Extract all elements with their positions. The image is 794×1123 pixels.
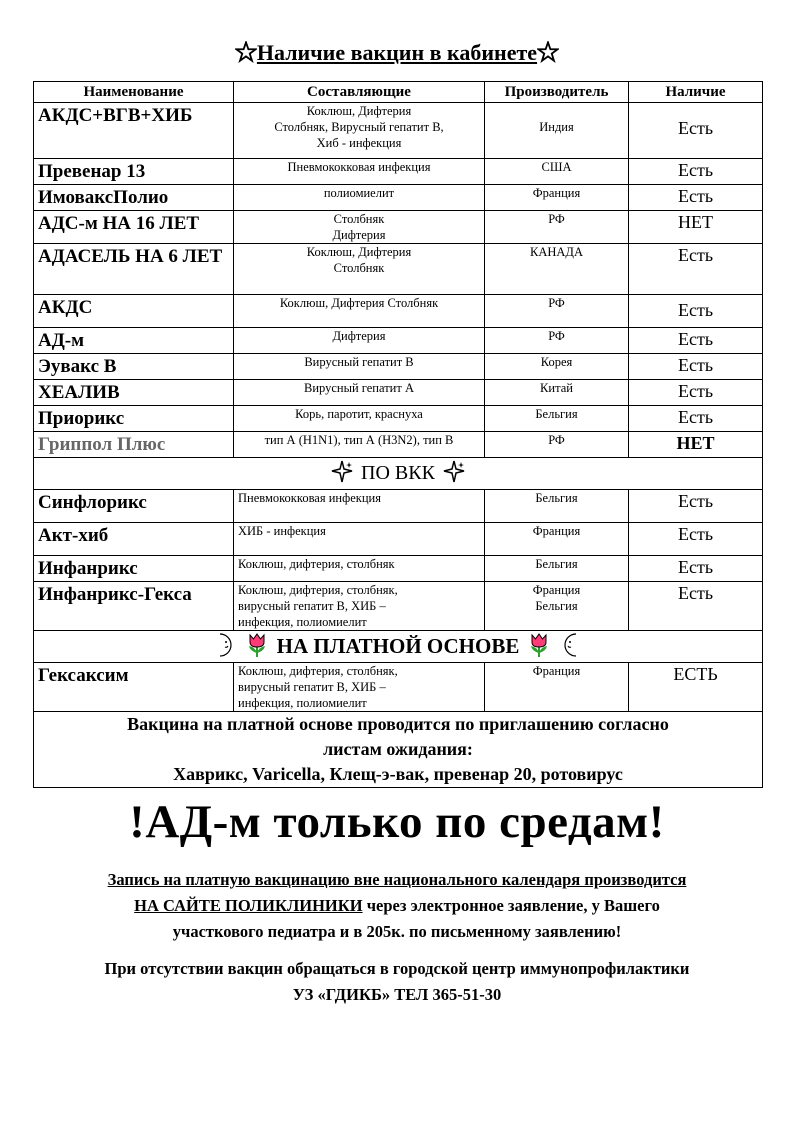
vaccine-name: Гриппол Плюс	[34, 432, 234, 458]
appointment-line: Запись на платную вакцинацию вне национального календаря производится	[107, 870, 687, 889]
vaccine-producer: Китай	[485, 380, 629, 406]
vaccine-producer: Индия	[485, 103, 629, 159]
table-row	[34, 556, 763, 582]
vaccine-availability: Есть	[629, 244, 763, 295]
vaccine-components: Коклюш, Дифтерия Столбняк, Вирусный гепатит В, Хиб - инфекция	[234, 103, 485, 159]
paid-note-line: Вакцина на платной основе проводится по приглашению согласно	[127, 714, 669, 734]
vaccine-producer: КАНАДА	[485, 244, 629, 295]
table-row	[34, 328, 763, 354]
absence-info	[30, 956, 764, 1008]
vaccine-producer: Корея	[485, 354, 629, 380]
vaccine-components: Вирусный гепатит А	[234, 380, 485, 406]
vaccine-availability: Есть	[629, 582, 763, 631]
vaccine-components: Вирусный гепатит В	[234, 354, 485, 380]
vaccine-name: Гексаксим	[34, 663, 234, 712]
vaccine-producer: РФ	[485, 295, 629, 328]
vaccine-availability: Есть	[629, 159, 763, 185]
table-row	[34, 663, 763, 712]
vaccine-name: ХЕАЛИВ	[34, 380, 234, 406]
vaccine-availability: Есть	[629, 556, 763, 582]
vaccine-name: Эувакс В	[34, 354, 234, 380]
vaccine-components: Коклюш, дифтерия, столбняк, вирусный гепатит В, ХИБ – инфекция, полиомиелит	[234, 663, 485, 712]
vaccine-components: ХИБ - инфекция	[234, 523, 485, 556]
vaccine-producer: РФ	[485, 328, 629, 354]
table-row	[34, 406, 763, 432]
vaccine-availability: Есть	[629, 328, 763, 354]
vaccine-producer: Франция Бельгия	[485, 582, 629, 631]
vaccine-components: Дифтерия	[234, 328, 485, 354]
table-row	[34, 103, 763, 159]
paid-note-row	[34, 712, 763, 788]
vaccine-producer: Бельгия	[485, 406, 629, 432]
vaccine-producer: Франция	[485, 523, 629, 556]
vaccine-components: полиомиелит	[234, 185, 485, 211]
table-row	[34, 354, 763, 380]
vaccine-table	[33, 81, 763, 788]
appointment-line: НА САЙТЕ ПОЛИКЛИНИКИ через электронное заявление, у Вашего	[134, 896, 660, 915]
vaccine-name: Превенар 13	[34, 159, 234, 185]
vaccine-availability: Есть	[629, 354, 763, 380]
vaccine-availability: НЕТ	[629, 211, 763, 244]
site-link-text: НА САЙТЕ ПОЛИКЛИНИКИ	[134, 896, 363, 915]
table-row	[34, 244, 763, 295]
tulip-icon	[245, 632, 269, 658]
table-row	[34, 432, 763, 458]
vaccine-availability: Есть	[629, 490, 763, 523]
sparkle-icon	[442, 460, 466, 484]
section-row-vkk	[34, 458, 763, 490]
absence-line: При отсутствии вакцин обращаться в городской центр иммунопрофилактики	[104, 959, 690, 978]
vaccine-producer: Франция	[485, 185, 629, 211]
vaccine-components: Столбняк Дифтерия	[234, 211, 485, 244]
vaccine-availability: Есть	[629, 406, 763, 432]
vaccine-name: АКДС+ВГВ+ХИБ	[34, 103, 234, 159]
section-paid	[34, 631, 763, 663]
vaccine-components: Коклюш, дифтерия, столбняк, вирусный гепатит В, ХИБ – инфекция, полиомиелит	[234, 582, 485, 631]
page-title	[0, 40, 794, 66]
vaccine-name: АДАСЕЛЬ НА 6 ЛЕТ	[34, 244, 234, 295]
paid-note-line: листам ожидания:	[323, 739, 473, 759]
paid-note-list: Хаврикс, Varicella, Клещ-э-вак, превенар 20, ротовирус	[173, 764, 623, 784]
vaccine-availability: Есть	[629, 185, 763, 211]
table-row	[34, 582, 763, 631]
crescent-moon-icon	[560, 632, 584, 658]
table-row	[34, 523, 763, 556]
title-text: Наличие вакцин в кабинете	[256, 40, 538, 65]
vaccine-components: Коклюш, дифтерия, столбняк	[234, 556, 485, 582]
vaccine-name: АКДС	[34, 295, 234, 328]
absence-contact: УЗ «ГДИКБ» ТЕЛ 365-51-30	[292, 985, 502, 1004]
crescent-moon-icon	[212, 632, 236, 658]
sparkle-icon	[330, 460, 354, 484]
paid-note	[34, 712, 763, 788]
vaccine-components: Корь, паротит, краснуха	[234, 406, 485, 432]
vaccine-producer: РФ	[485, 432, 629, 458]
vaccine-name: Акт-хиб	[34, 523, 234, 556]
vaccine-components: Коклюш, Дифтерия Столбняк	[234, 295, 485, 328]
vaccine-name: Инфанрикс-Гекса	[34, 582, 234, 631]
table-row	[34, 295, 763, 328]
vaccine-availability: ЕСТЬ	[629, 663, 763, 712]
vaccine-name: Синфлорикс	[34, 490, 234, 523]
header-name: Наименование	[34, 82, 234, 103]
vaccine-name: АД-м	[34, 328, 234, 354]
vaccine-producer: США	[485, 159, 629, 185]
table-row	[34, 185, 763, 211]
header-producer: Производитель	[485, 82, 629, 103]
appointment-line: участкового педиатра и в 205к. по письменному заявлению!	[172, 922, 622, 941]
vaccine-availability: Есть	[629, 103, 763, 159]
tulip-icon	[527, 632, 551, 658]
section-row-paid	[34, 631, 763, 663]
vaccine-producer: Бельгия	[485, 556, 629, 582]
star-outline-icon	[537, 41, 559, 63]
vaccine-producer: Франция	[485, 663, 629, 712]
section-vkk	[34, 458, 763, 490]
vaccine-availability: Есть	[629, 295, 763, 328]
vaccine-components: тип А (H1N1), тип А (H3N2), тип В	[234, 432, 485, 458]
table-row	[34, 159, 763, 185]
vaccine-components: Пневмококковая инфекция	[234, 490, 485, 523]
table-row	[34, 211, 763, 244]
table-row	[34, 490, 763, 523]
vaccine-availability: Есть	[629, 380, 763, 406]
vaccine-name: Инфанрикс	[34, 556, 234, 582]
section-paid-label: НА ПЛАТНОЙ ОСНОВЕ	[276, 634, 520, 658]
vaccine-name: Приорикс	[34, 406, 234, 432]
vaccine-components: Пневмококковая инфекция	[234, 159, 485, 185]
table-header-row	[34, 82, 763, 103]
vaccine-availability: Есть	[629, 523, 763, 556]
vaccine-availability: НЕТ	[629, 432, 763, 458]
vaccine-name: АДС-м НА 16 ЛЕТ	[34, 211, 234, 244]
vaccine-producer: РФ	[485, 211, 629, 244]
vaccine-components: Коклюш, Дифтерия Столбняк	[234, 244, 485, 295]
vaccine-name: ИмоваксПолио	[34, 185, 234, 211]
header-availability: Наличие	[629, 82, 763, 103]
vaccine-producer: Бельгия	[485, 490, 629, 523]
header-components: Составляющие	[234, 82, 485, 103]
table-row	[34, 380, 763, 406]
appointment-info	[40, 867, 754, 945]
big-notice: !АД-м только по средам!	[129, 796, 665, 848]
section-vkk-label: ПО ВКК	[361, 462, 435, 484]
star-outline-icon	[235, 41, 257, 63]
